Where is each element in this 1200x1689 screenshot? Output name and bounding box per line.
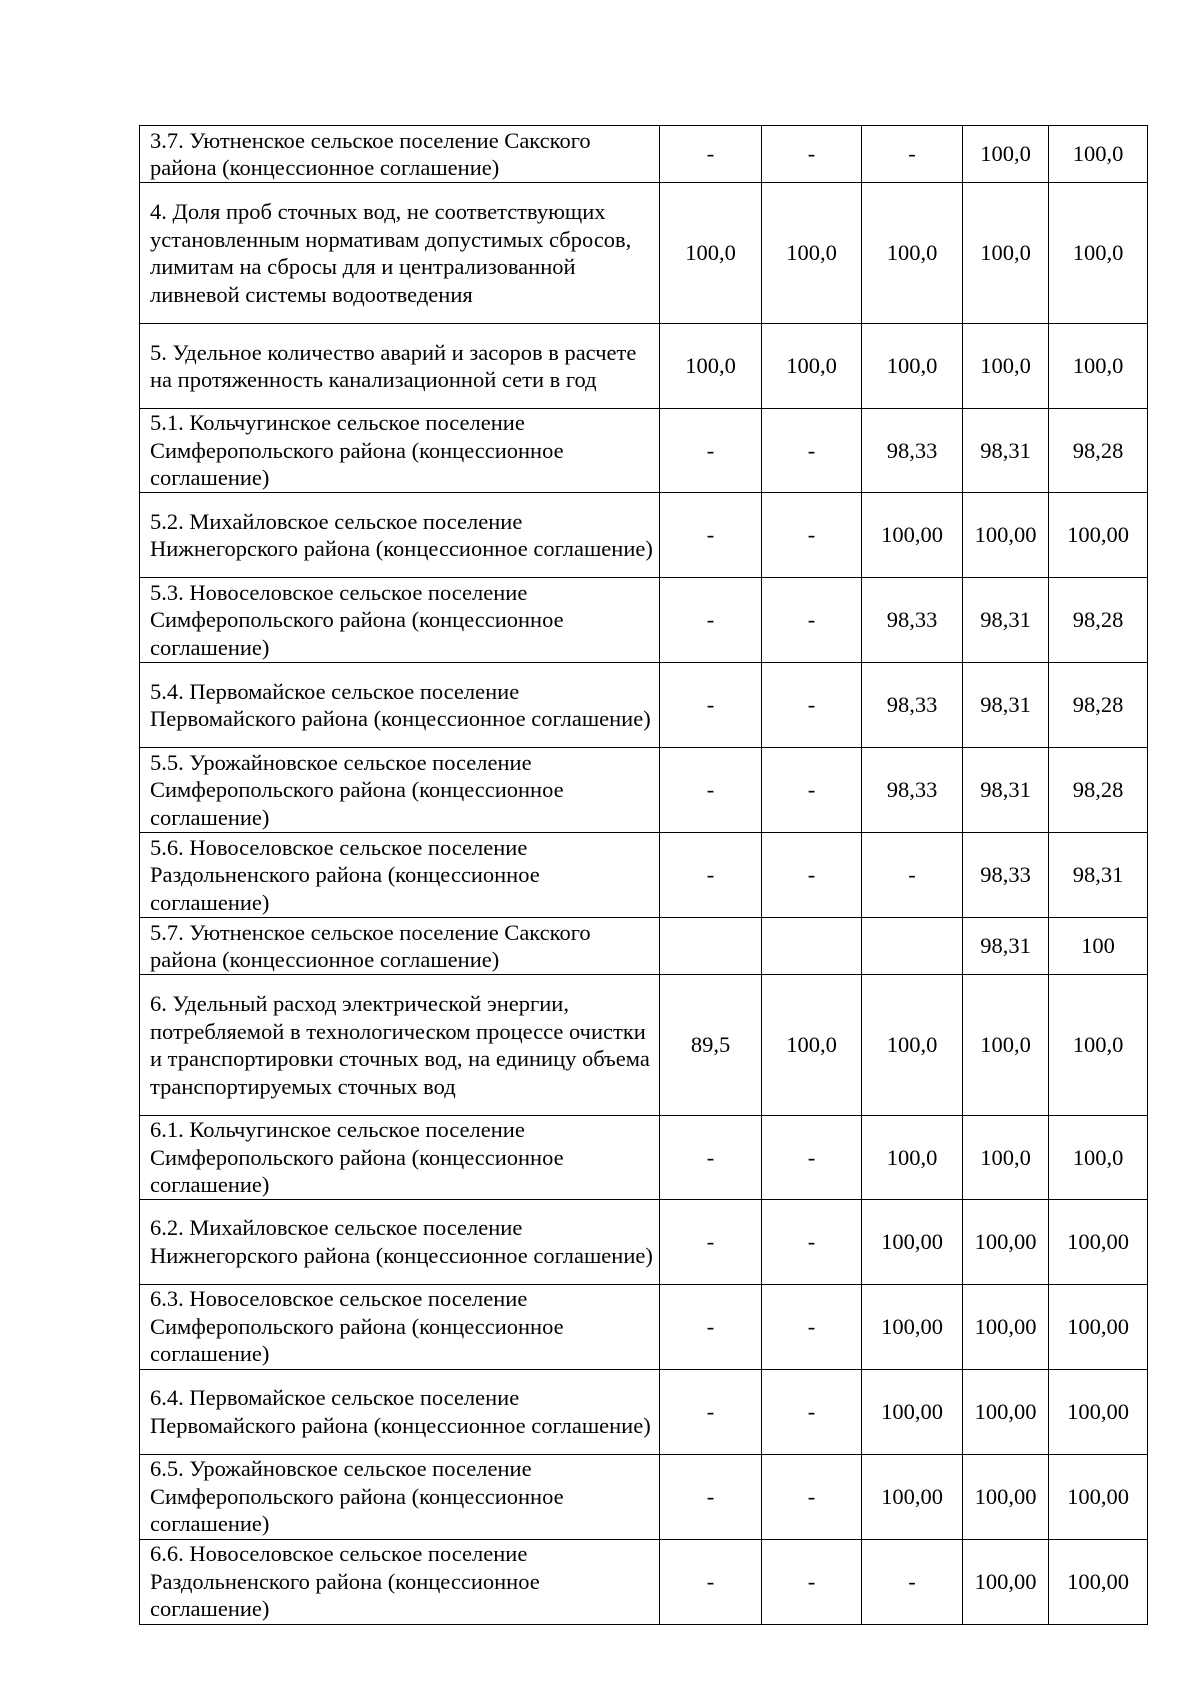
cell-value: 100,00 xyxy=(963,1454,1049,1539)
cell-value: 100,00 xyxy=(1049,1369,1148,1454)
table-row xyxy=(140,833,1148,918)
cell-value: - xyxy=(660,1199,762,1284)
row-label: 6.6. Новоселовское сельское поселение Раздольненского района (концессионное соглашение) xyxy=(140,1539,660,1624)
cell-value: 100,0 xyxy=(1049,324,1148,409)
table-row xyxy=(140,493,1148,578)
cell-value: 100,00 xyxy=(963,1539,1049,1624)
cell-value: 98,33 xyxy=(862,409,963,493)
cell-value: - xyxy=(660,748,762,833)
cell-value: 100,00 xyxy=(963,1199,1049,1284)
row-label: 5.7. Уютненское сельское поселение Сакского района (концессионное соглашение) xyxy=(140,918,660,975)
cell-value: 100,00 xyxy=(963,493,1049,578)
cell-value: 100,0 xyxy=(963,1116,1049,1200)
cell-value: 98,28 xyxy=(1049,663,1148,748)
cell-value: 100,0 xyxy=(862,975,963,1116)
row-label: 6.2. Михайловское сельское поселение Нижнегорского района (концессионное соглашение) xyxy=(140,1199,660,1284)
row-label: 3.7. Уютненское сельское поселение Сакского района (концессионное соглашение) xyxy=(140,126,660,183)
cell-value: 100,00 xyxy=(862,1284,963,1369)
cell-value: 98,31 xyxy=(963,748,1049,833)
cell-value: 98,31 xyxy=(963,409,1049,493)
cell-value: 100,0 xyxy=(762,183,862,324)
cell-value: - xyxy=(762,1199,862,1284)
cell-value: 98,33 xyxy=(862,663,963,748)
cell-value: 100,00 xyxy=(1049,1199,1148,1284)
cell-value: 100,0 xyxy=(660,324,762,409)
cell-value: - xyxy=(660,1284,762,1369)
cell-value: 98,33 xyxy=(862,748,963,833)
cell-value: 100,00 xyxy=(862,493,963,578)
table-row xyxy=(140,324,1148,409)
cell-value: 98,31 xyxy=(963,918,1049,975)
cell-value: - xyxy=(660,1369,762,1454)
cell-value: 98,31 xyxy=(963,578,1049,663)
cell-value: - xyxy=(660,126,762,183)
cell-value: - xyxy=(762,833,862,918)
cell-value: - xyxy=(660,833,762,918)
cell-value: 100,0 xyxy=(762,975,862,1116)
document-page xyxy=(139,125,1147,1625)
cell-value: - xyxy=(660,663,762,748)
cell-value: - xyxy=(762,409,862,493)
cell-value: 98,28 xyxy=(1049,409,1148,493)
cell-value: 98,33 xyxy=(963,833,1049,918)
cell-value: 98,33 xyxy=(862,578,963,663)
table-row xyxy=(140,409,1148,493)
cell-value xyxy=(660,918,762,975)
row-label: 5.2. Михайловское сельское поселение Нижнегорского района (концессионное соглашение) xyxy=(140,493,660,578)
cell-value: 100,0 xyxy=(963,324,1049,409)
cell-value: 100,0 xyxy=(862,1116,963,1200)
cell-value: 98,31 xyxy=(963,663,1049,748)
cell-value: - xyxy=(660,409,762,493)
cell-value: - xyxy=(762,1116,862,1200)
cell-value: 100,00 xyxy=(862,1369,963,1454)
cell-value: - xyxy=(660,1539,762,1624)
cell-value: 100,0 xyxy=(862,324,963,409)
table-row xyxy=(140,975,1148,1116)
cell-value: - xyxy=(660,578,762,663)
row-label: 5.3. Новоселовское сельское поселение Симферопольского района (концессионное соглашение) xyxy=(140,578,660,663)
cell-value: 100,00 xyxy=(963,1369,1049,1454)
cell-value xyxy=(762,918,862,975)
cell-value: - xyxy=(762,663,862,748)
cell-value: - xyxy=(762,578,862,663)
cell-value: 100,0 xyxy=(762,324,862,409)
row-label: 4. Доля проб сточных вод, не соответствующих установленным нормативам допустимых сбросов, лимитам на сбросы для и централизованной ливневой системы водоотведения xyxy=(140,183,660,324)
cell-value: - xyxy=(762,1539,862,1624)
row-label: 5.4. Первомайское сельское поселение Первомайского района (концессионное соглашение) xyxy=(140,663,660,748)
table-row xyxy=(140,1454,1148,1539)
cell-value: 100,0 xyxy=(1049,183,1148,324)
table-row xyxy=(140,748,1148,833)
row-label: 6.3. Новоселовское сельское поселение Симферопольского района (концессионное соглашение) xyxy=(140,1284,660,1369)
cell-value: 98,31 xyxy=(1049,833,1148,918)
cell-value: 100,00 xyxy=(1049,1284,1148,1369)
cell-value: 100 xyxy=(1049,918,1148,975)
cell-value: 100,00 xyxy=(1049,493,1148,578)
cell-value: 100,0 xyxy=(1049,1116,1148,1200)
cell-value: 100,0 xyxy=(862,183,963,324)
table-row xyxy=(140,1539,1148,1624)
cell-value: 100,0 xyxy=(1049,126,1148,183)
cell-value: - xyxy=(862,126,963,183)
row-label: 6. Удельный расход электрической энергии, потребляемой в технологическом процессе очистки и транспортировки сточных вод, на единицу объема транспортируемых сточных вод xyxy=(140,975,660,1116)
cell-value: 100,0 xyxy=(1049,975,1148,1116)
row-label: 5. Удельное количество аварий и засоров в расчете на протяженность канализационной сети в год xyxy=(140,324,660,409)
cell-value: - xyxy=(660,1116,762,1200)
cell-value: 100,00 xyxy=(862,1199,963,1284)
table-row xyxy=(140,918,1148,975)
cell-value: - xyxy=(762,1284,862,1369)
table-row xyxy=(140,1116,1148,1200)
cell-value: 98,28 xyxy=(1049,578,1148,663)
cell-value: 100,0 xyxy=(660,183,762,324)
table-row xyxy=(140,1199,1148,1284)
cell-value: 100,00 xyxy=(862,1454,963,1539)
row-label: 5.1. Кольчугинское сельское поселение Симферопольского района (концессионное соглашение) xyxy=(140,409,660,493)
table-row xyxy=(140,1369,1148,1454)
table-row xyxy=(140,126,1148,183)
cell-value: 100,00 xyxy=(963,1284,1049,1369)
cell-value: - xyxy=(762,493,862,578)
cell-value: 100,0 xyxy=(963,126,1049,183)
row-label: 6.1. Кольчугинское сельское поселение Симферопольского района (концессионное соглашение) xyxy=(140,1116,660,1200)
cell-value: 100,0 xyxy=(963,183,1049,324)
row-label: 6.4. Первомайское сельское поселение Первомайского района (концессионное соглашение) xyxy=(140,1369,660,1454)
cell-value: - xyxy=(762,748,862,833)
row-label: 6.5. Урожайновское сельское поселение Симферопольского района (концессионное соглашение) xyxy=(140,1454,660,1539)
cell-value: 89,5 xyxy=(660,975,762,1116)
cell-value: 98,28 xyxy=(1049,748,1148,833)
cell-value: - xyxy=(862,1539,963,1624)
cell-value: 100,00 xyxy=(1049,1454,1148,1539)
cell-value: 100,0 xyxy=(963,975,1049,1116)
cell-value: - xyxy=(660,493,762,578)
table-row xyxy=(140,578,1148,663)
indicators-table xyxy=(139,125,1148,1625)
cell-value: - xyxy=(660,1454,762,1539)
cell-value: - xyxy=(762,1454,862,1539)
table-row xyxy=(140,663,1148,748)
cell-value: - xyxy=(862,833,963,918)
cell-value: 100,00 xyxy=(1049,1539,1148,1624)
cell-value: - xyxy=(762,126,862,183)
row-label: 5.6. Новоселовское сельское поселение Раздольненского района (концессионное соглашение) xyxy=(140,833,660,918)
row-label: 5.5. Урожайновское сельское поселение Симферопольского района (концессионное соглашение) xyxy=(140,748,660,833)
cell-value xyxy=(862,918,963,975)
table-row xyxy=(140,183,1148,324)
table-row xyxy=(140,1284,1148,1369)
cell-value: - xyxy=(762,1369,862,1454)
